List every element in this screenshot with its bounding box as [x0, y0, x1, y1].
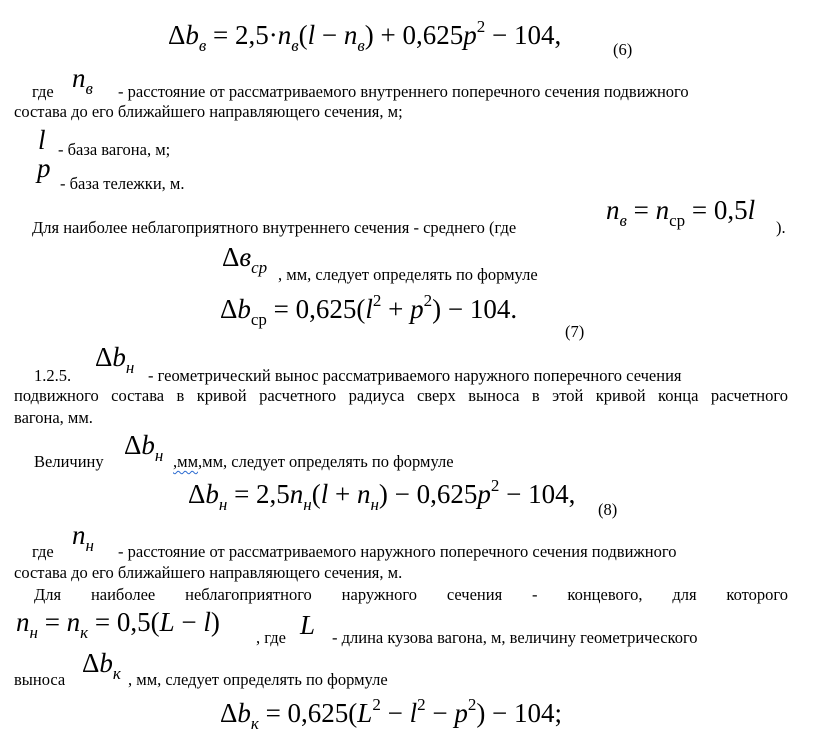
- formula-9: $\Delta b_к = 0,625(L^2 - l^2 - p^2) - 104$;: [220, 695, 563, 733]
- where1-prefix: где: [32, 82, 54, 101]
- formula-8: $\Delta b_н = 2,5n_н(l + n_н) - 0,625p^2 - 104$,: [188, 476, 576, 514]
- end-section-line2: - длина кузова вагона, м, величину геометрического: [332, 628, 698, 647]
- def-p-text: - база тележки, м.: [60, 174, 185, 193]
- delta-v-sr-text: , мм, следует определять по формуле: [278, 265, 538, 284]
- where2-line2: состава до его ближайшего направляющего сечения, м.: [14, 563, 403, 582]
- where1-symbol: $n_в$: [72, 63, 93, 98]
- formula-6: $\Delta b_в = 2,5\cdot n_в(l - n_в) + 0,625p^2 - 104$,: [168, 17, 562, 55]
- where2-line1: - расстояние от рассматриваемого наружного поперечного сечения подвижного: [118, 542, 677, 561]
- end-section-line1: Для наиболее неблагоприятного наружного сечения - концевого, для которого: [34, 585, 788, 604]
- end-section-formula: $n_н = n_к = 0,5(L - l)$: [16, 607, 220, 642]
- def-l-symbol: l: [38, 125, 46, 155]
- where2-symbol: $n_н$: [72, 520, 94, 555]
- where2-prefix: где: [32, 542, 54, 561]
- formula-7-number: (7): [565, 322, 585, 341]
- value-line-symbol: $\Delta b_н$: [124, 430, 164, 465]
- end-section-line3-prefix: выноса: [14, 670, 66, 689]
- def-p-symbol: p: [37, 153, 51, 183]
- value-line-rest: ,мм, следует определять по формуле: [198, 452, 454, 471]
- item-125-line1: - геометрический вынос рассматриваемого наружного поперечного сечения: [148, 366, 682, 385]
- middle-section-formula: $n_в = n_{ср} = 0,5l$: [606, 195, 756, 230]
- middle-section-close: ).: [776, 218, 786, 237]
- value-line-prefix: Величину: [34, 452, 104, 471]
- formula-6-number: (6): [613, 40, 633, 59]
- end-section-L: L: [300, 610, 316, 640]
- where1-line1: - расстояние от рассматриваемого внутреннего поперечного сечения подвижного: [118, 82, 689, 101]
- end-section-line3: , мм, следует определять по формуле: [128, 670, 388, 689]
- value-line-mm: ,мм: [173, 452, 199, 471]
- item-125-line3: вагона, мм.: [14, 408, 93, 427]
- item-125-symbol: $\Delta b_н$: [95, 342, 135, 377]
- def-l-text: - база вагона, м;: [58, 140, 171, 159]
- delta-v-sr-symbol: $\Delta в_{ср}$: [222, 242, 268, 277]
- end-section-dbk-symbol: $\Delta b_к$: [82, 648, 121, 683]
- end-section-gde: , где: [256, 628, 286, 647]
- where1-line2: состава до его ближайшего направляющего сечения, м;: [14, 102, 403, 121]
- formula-7: $\Delta b_{ср} = 0,625(l^2 + p^2) - 104$.: [220, 291, 518, 329]
- item-125-line2: подвижного состава в кривой расчетного радиуса сверх выноса в этой кривой конца расчетного: [14, 386, 788, 405]
- item-125-label: 1.2.5.: [34, 366, 72, 385]
- formula-8-number: (8): [598, 500, 618, 519]
- middle-section-text: Для наиболее неблагоприятного внутреннего сечения - среднего (где: [32, 218, 517, 237]
- value-line-text: [173, 452, 454, 472]
